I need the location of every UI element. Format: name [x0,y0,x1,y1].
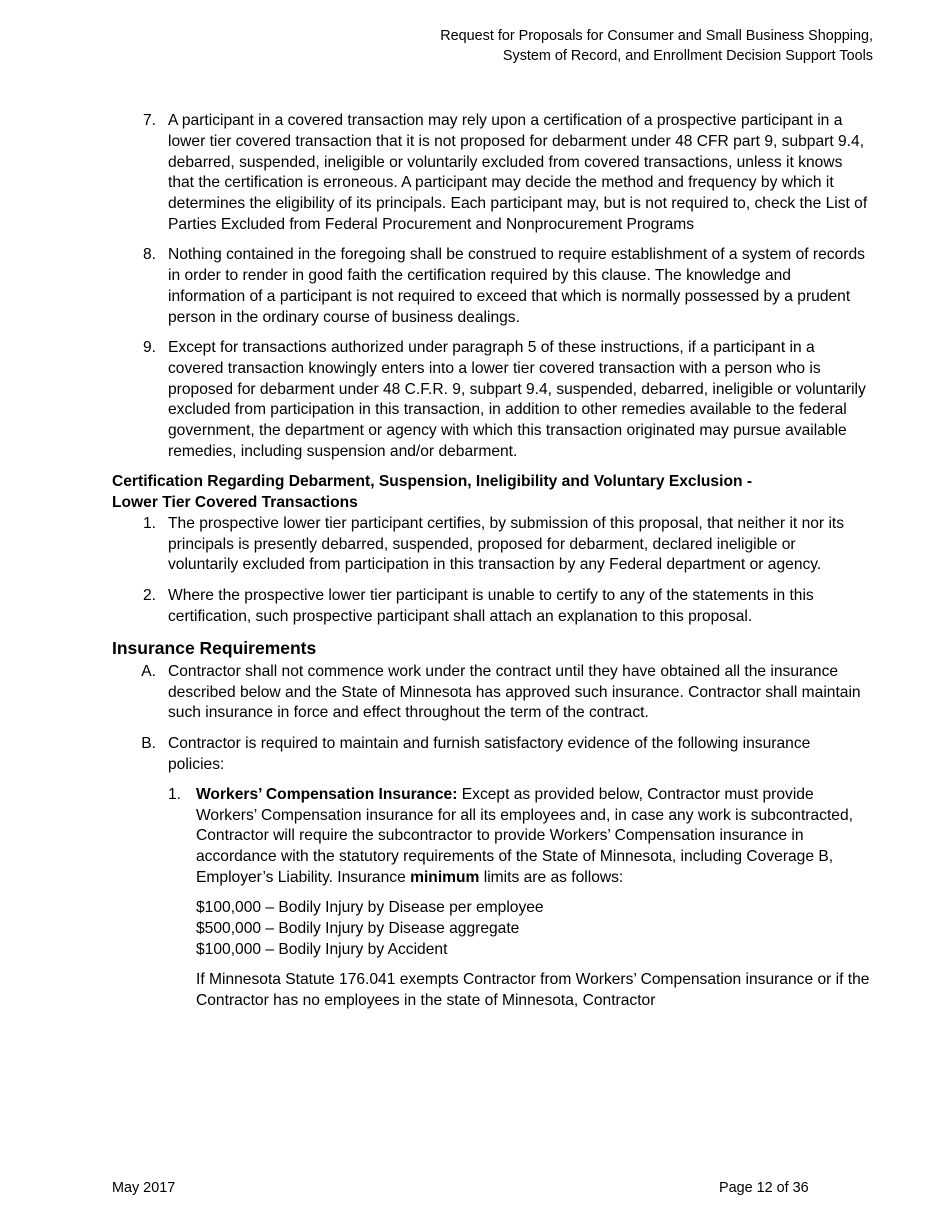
insurance-heading: Insurance Requirements [112,637,317,658]
instruction-item-8 [112,245,870,328]
item-text: Contractor is required to maintain and furnish satisfactory evidence of the following insurance policies: [168,734,811,773]
item-text: Contractor shall not commence work under the contract until they have obtained all the insurance described below and the State of Minnesota has approved such insurance. Contractor shall maintain such insurance in force and effect throughout the term of the contract. [168,662,861,722]
header-line-1: Request for Proposals for Consumer and Small Business Shopping, [440,28,873,44]
item-text: Where the prospective lower tier participant is unable to certify to any of the statements in this certification, such prospective participant shall attach an explanation to this proposal. [168,586,814,625]
header-line-2: System of Record, and Enrollment Decision Support Tools [502,47,873,64]
certification-item-1 [112,514,870,576]
minimum-emphasis: minimum [410,869,480,886]
certification-heading [112,472,870,514]
limit-line: $500,000 – Bodily Injury by Disease aggregate [196,920,520,938]
item-text: Except for transactions authorized under paragraph 5 of these instructions, if a participant in a covered transaction knowingly enters into a lower tier covered transaction with a person who is proposed for debarment under 48 C.F.R. 9, subpart 9.4, suspended, debarred, ineligible or voluntarily excluded from participation in this transaction, in addition to other remedies available to the federal government, the department or agency with which this transaction originated may pursue available remedies, including suspension and/or debarment. [168,338,866,460]
instruction-item-9 [112,338,870,463]
workers-comp-body [196,785,870,1021]
workers-comp-paragraph [196,785,870,889]
certification-item-2 [112,586,870,628]
item-letter: B. [141,734,156,752]
item-text: A participant in a covered transaction may rely upon a certification of a prospective participant in a lower tier covered transaction that it is not proposed for debarment under 48 CFR part 9, subpart 9.4, debarred, suspended, ineligible or voluntarily excluded from covered transactions, unless it knows that the certification is erroneous. A participant may decide the method and frequency by which it determines the eligibility of its principals. Each participant may, but is not required to, check the List of Parties Excluded from Federal Procurement and Nonprocurement Programs [168,112,868,233]
exemption-paragraph: If Minnesota Statute 176.041 exempts Contractor from Workers’ Compensation insurance or if the Contractor has no employees in the state of Minnesota, Contractor [196,971,870,1009]
certification-heading-line-2: Lower Tier Covered Transactions [112,494,358,512]
item-number: 1. [142,514,156,532]
insurance-item-b [112,734,870,1031]
coverage-limits [196,898,870,960]
item-body [168,734,870,1031]
item-number: 8. [142,246,156,264]
instruction-item-7 [112,111,870,236]
footer-page-number: Page 12 of 36 [719,1180,809,1196]
item-text: The prospective lower tier participant certifies, by submission of this proposal, that neither it nor its principals is presently debarred, suspended, proposed for debarment, declared ineligible or voluntarily excluded from participation in this transaction by any Federal department or agency. [168,514,845,574]
item-number: 2. [142,586,156,604]
item-number: 9. [142,338,156,356]
workers-comp-label: Workers’ Compensation Insurance: [196,785,458,803]
footer-date: May 2017 [112,1180,176,1196]
item-text: Nothing contained in the foregoing shall be construed to require establishment of a system of records in order to render in good faith the certification required by this clause. The knowledge and information of a participant is not required to exceed that which is normally possessed by a prudent person in the ordinary course of business dealings. [168,246,865,326]
item-number: 1. [168,785,182,803]
workers-comp-text-2: limits are as follows: [479,869,624,886]
item-letter: A. [141,662,156,680]
workers-comp-text-1: Except as provided below, Contractor must provide Workers’ Compensation insurance for all its employees and, in case any work is subcontracted, Contractor will require the subcontractor to provide Workers’ Compensation insurance in accordance with the statutory requirements of the State of Minnesota, including Coverage B, Employer’s Liability. Insurance [196,785,853,886]
page-content [112,111,870,1040]
workers-comp-item [168,785,870,1021]
limit-line: $100,000 – Bodily Injury by Disease per employee [196,899,544,917]
page-header [440,27,873,66]
item-number: 7. [142,112,156,129]
insurance-item-a [112,662,870,724]
certification-heading-line-1: Certification Regarding Debarment, Suspension, Ineligibility and Voluntary Exclusion - [112,473,753,491]
limit-line: $100,000 – Bodily Injury by Accident [196,940,448,958]
